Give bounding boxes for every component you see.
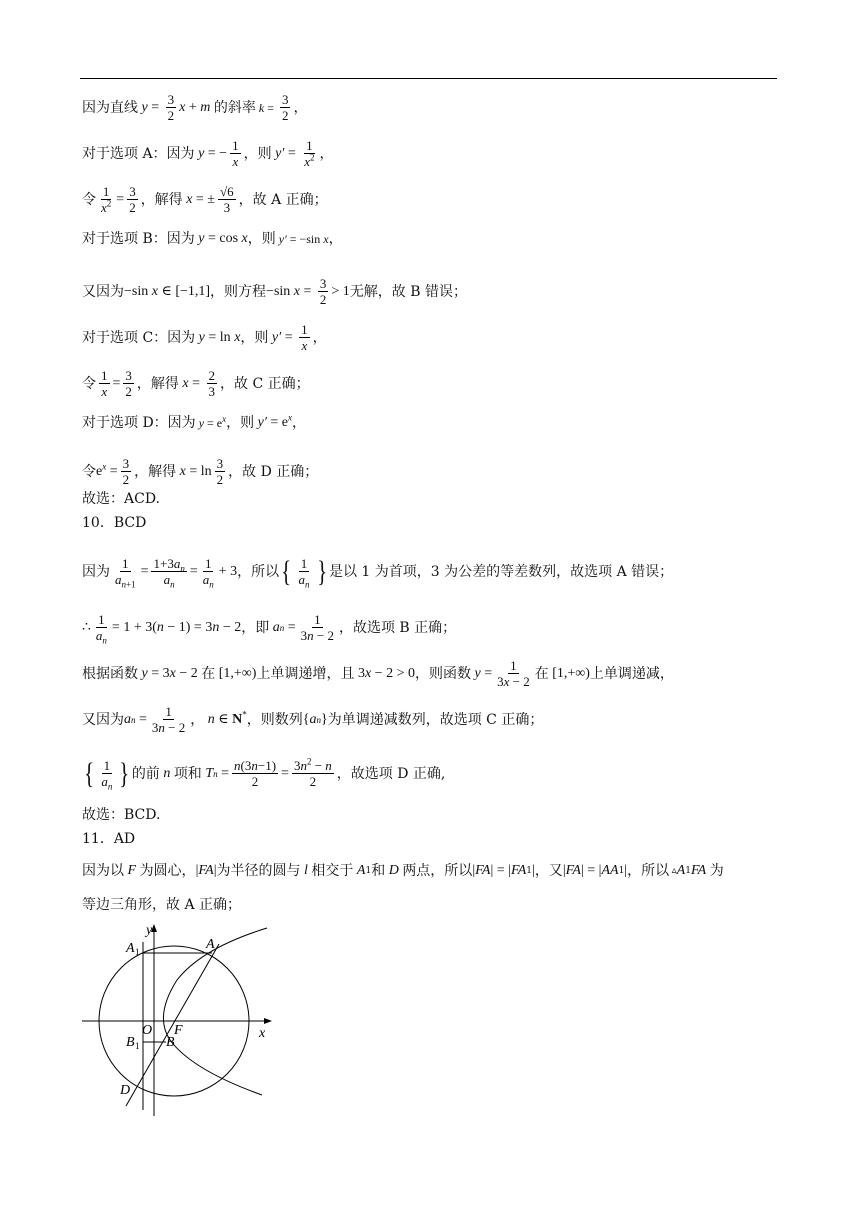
text: ，故选项 D 正确, [336,765,446,782]
text: ，即 [241,619,270,636]
text: ，解得 [136,375,179,392]
text: 的斜率 [213,99,256,116]
parabola-circle-diagram [82,920,282,1116]
text: 为半径的圆与 [216,863,301,879]
label-a1: A [126,941,135,956]
text: 对于选项 A：因为 [82,145,195,162]
text: 对于选项 C：因为 [82,329,196,346]
text: 又因为 [82,283,124,300]
text: ，故选项 B 正确； [338,619,457,636]
text: ，所以 [627,863,670,879]
line-20 [82,896,241,914]
text: ，解得 [134,463,177,480]
text: 令 [82,191,96,208]
line-11 [82,514,146,532]
line-1: 因为直线 y = $\frac{3}{2}$ x + m 的斜率 k = $\frac{3}{2}$ ， [82,92,308,123]
line-7: 令 $\frac{1}{x}$ = $\frac{3}{2}$ ，解得 x = $\frac{2}{3}$ ，故 C 正确； [82,368,310,399]
line-9: 令 $e^x$ = $\frac{3}{2}$ ，解得 x = ln $\frac{3}{2}$ ，故 D 正确； [82,456,319,487]
line-16: { $\frac{1}{a_n}$ } 的前 n 项和 T n = $\frac{n(3n-1)}{2}$ = $\frac{3n^2 - n}{2}$ ，故选项 D 正确, [84,756,446,792]
line-5: 又因为 −sin x ∈ [−1,1] ，则方程 −sin x = $\frac{3}{2}$ > 1 无解，故 B 错误； [82,276,468,307]
text: 为单调递减数列，故选项 C 正确； [327,711,544,728]
label-o: O [142,1023,153,1038]
text: ，故 C 正确； [220,375,310,392]
line-17 [82,806,160,824]
label-b: B [166,1035,175,1050]
text: ，则 [247,231,276,247]
text: ，则函数 [414,665,471,682]
text: ，则 [226,415,255,431]
text: ，则 [243,145,272,162]
text: 是以 1 为首项，3 为公差的等差数列，故选项 A 错误； [328,563,674,580]
text: 令 [82,375,96,392]
geometry-figure [82,920,282,1120]
text: 和 [371,863,386,879]
text: ，所以 [237,563,280,580]
text: 等边三角形，故 A 正确； [82,897,242,913]
line-3: 令 $\frac{1}{x^2}$ = $\frac{3}{2}$ ，解得 x = ± $\frac{√6}{3}$ ，故 A 正确； [82,184,328,215]
label-b1: B [126,1035,135,1050]
text: 对于选项 D：因为 [82,415,196,431]
line-15: 又因为 a n = $\frac{1}{3n - 2}$ ， n ∈ N* ，则数列 { a n } 为单调递减数列，故选项 C 正确； [82,704,544,735]
line-19: 因为以 F 为圆心， | FA | 为半径的圆与 l 相交于 A 1 和 D 两点，所以 | FA | = | FA 1 | ，又 | FA | = | AA 1 | ，所以 ▵ A 1 FA 为 [82,863,724,879]
text: 因为直线 [82,99,138,116]
text: ，则数列 [246,711,303,728]
text: 上单调递减， [589,665,674,682]
question-number: 10．BCD [82,515,147,531]
label-a: A [206,937,215,952]
label-x: x [259,1026,266,1041]
line-13: ∴ $\frac{1}{a_n}$ = 1 + 3( n − 1) = 3 n − 2 ，即 a n = $\frac{1}{3n - 2}$ ，故选项 B 正确； [82,612,457,646]
label-f: F [174,1023,183,1038]
line-6: 对于选项 C：因为 y = ln x ，则 y′ = $\frac{1}{x}$ ， [82,322,327,353]
label-b1-sub: 1 [135,1041,140,1051]
line-8: 对于选项 D：因为 y = $e^x$ ，则 y′ = $e^x$ ， [82,412,306,431]
line-10 [82,490,160,508]
answer-text: 故选：BCD. [82,807,161,823]
text: 因为 [82,563,110,580]
text: 为圆心， [139,863,196,879]
text: ，故 A 正确； [238,191,328,208]
text: ，故 D 正确； [228,463,319,480]
text: ， [190,711,205,728]
line-2: 对于选项 A：因为 y = − $\frac{1}{x}$ ，则 y′ = $\frac{1}{x^2}$ ， [82,138,334,169]
text: 项和 [173,765,202,782]
text: 因为以 [82,863,124,879]
text: 为 [709,863,724,879]
question-number: 11．AD [82,831,136,847]
answer-text: 故选：ACD. [82,491,160,507]
line-4: 对于选项 B：因为 y = cos x ，则 y′ = −sin x ， [82,231,343,247]
x-axis-arrow [264,1018,272,1024]
header-rule [80,78,777,79]
label-y: y [146,923,153,938]
text: ，又 [534,863,563,879]
chord-line [126,944,219,1106]
text: ，解得 [140,191,183,208]
text: 上单调递增，且 [256,665,355,682]
text: ，则方程 [210,283,267,300]
line-18 [82,830,135,848]
text: 又因为 [82,711,124,728]
label-d: D [120,1083,131,1098]
text: 相交于 [311,863,354,879]
label-a1-sub: 1 [135,947,140,957]
text: 令 [82,463,96,480]
text: 对于选项 B：因为 [82,231,195,247]
text: 两点，所以 [402,863,473,879]
line-14: 根据函数 y = 3 x − 2 在 [1,+∞) 上单调递增，且 3 x − 2 > 0 ，则函数 y = $\frac{1}{3x - 2}$ 在 [1,+∞) 上单调递减， [82,658,674,689]
text: ，则 [240,329,269,346]
line-12: 因为 $\frac{1}{a_{n+1}}$ = $\frac{1+3a_n}{a_n}$ = $\frac{1}{a_n}$ + 3 ，所以 { $\frac{1}{a_n}$ } 是以 1 为首项，3 为公差的等差数列，故选项 A 错误； [82,554,674,590]
text: 无解，故 B 错误； [349,283,468,300]
text: 的前 [131,765,160,782]
text: 根据函数 [82,665,138,682]
text: 在 [534,665,549,682]
text: 在 [201,665,216,682]
